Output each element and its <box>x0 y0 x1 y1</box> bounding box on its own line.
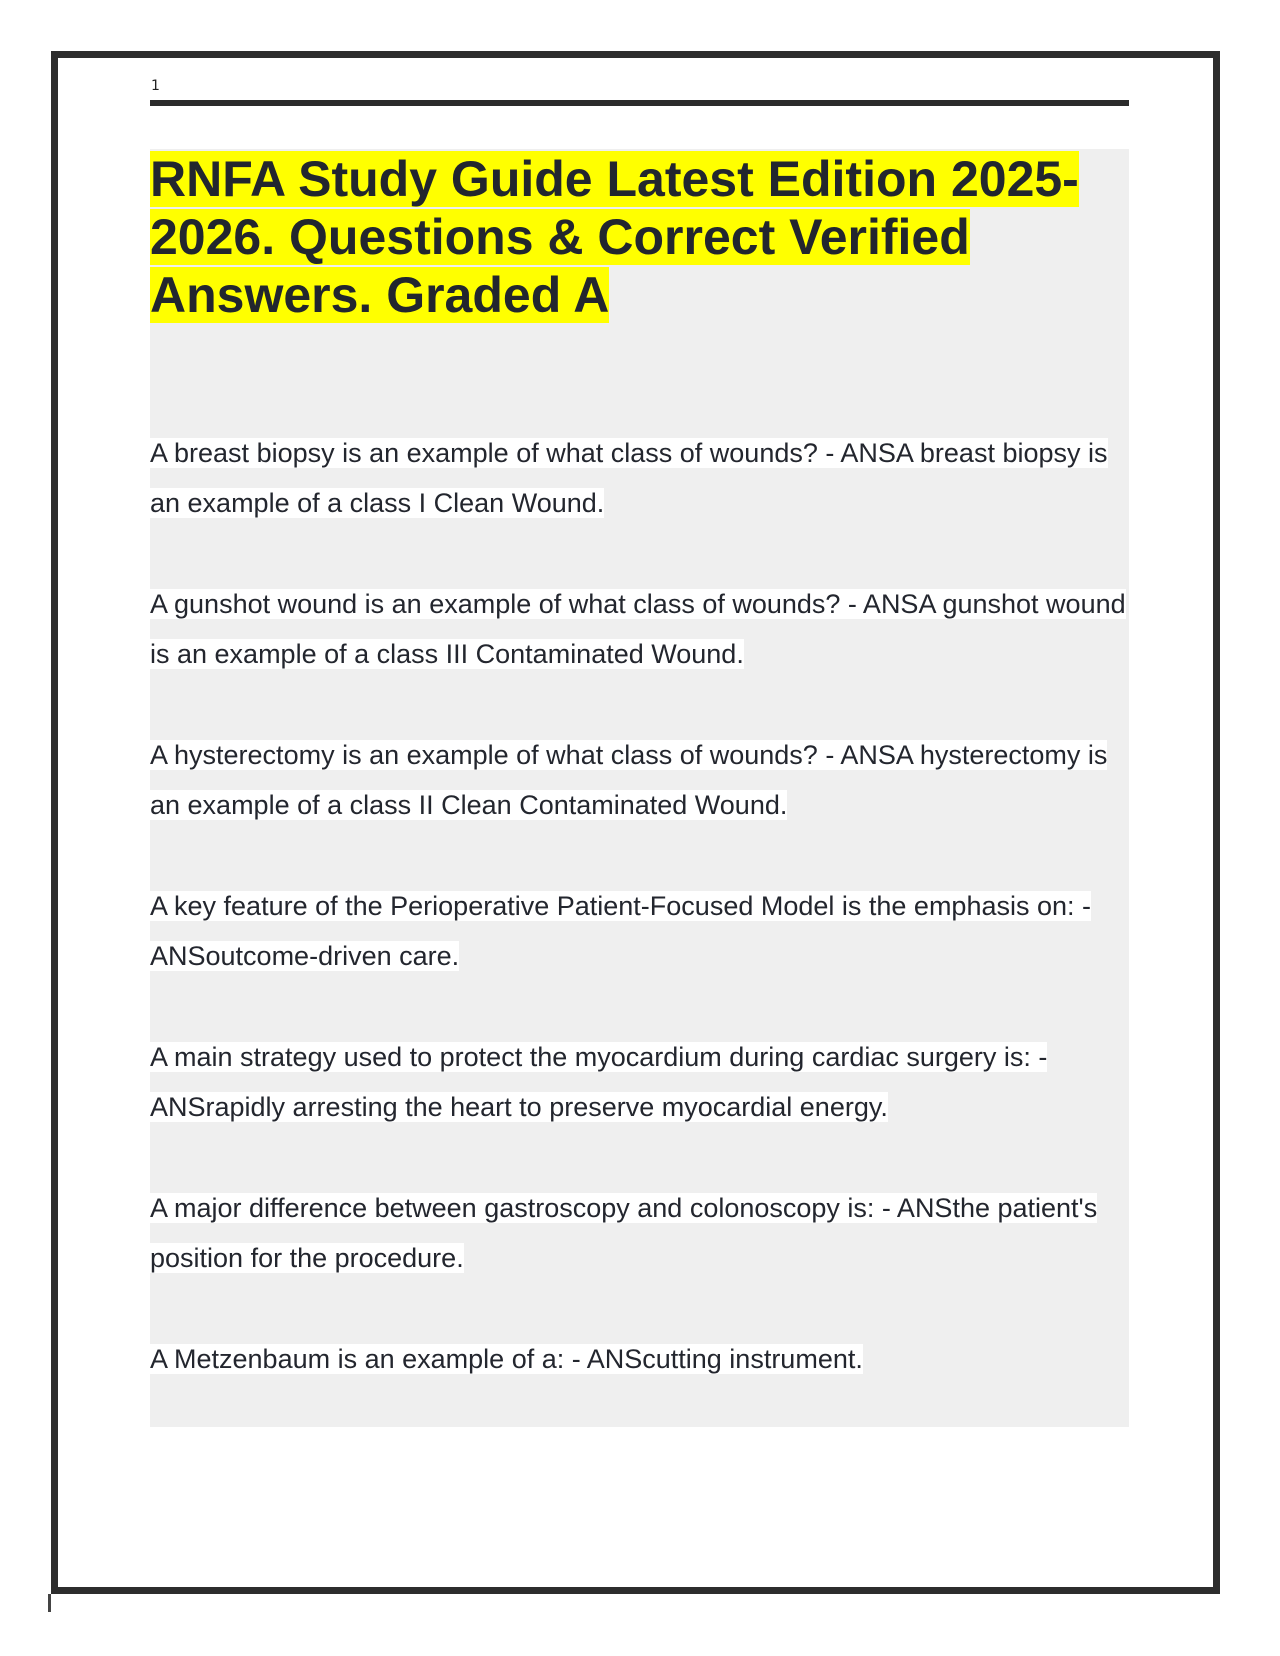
qa-item-text: A Metzenbaum is an example of a: - ANScutting instrument. <box>150 1344 863 1374</box>
qa-item-text: A main strategy used to protect the myocardium during cardiac surgery is: - ANSrapidly arresting the heart to preserve myocardial energy. <box>150 1042 1048 1122</box>
document-title-text: RNFA Study Guide Latest Edition 2025-2026. Questions & Correct Verified Answers. Graded A <box>150 151 1079 323</box>
qa-item-text: A key feature of the Perioperative Patient-Focused Model is the emphasis on: - ANSoutcome-driven care. <box>150 891 1092 971</box>
border-corner-mark <box>48 1594 51 1612</box>
page-number: 1 <box>151 78 160 94</box>
qa-item-text: A hysterectomy is an example of what class of wounds? - ANSA hysterectomy is an example of a class II Clean Contaminated Wound. <box>150 740 1108 820</box>
qa-list <box>150 428 1129 1435</box>
qa-item <box>150 428 1129 528</box>
qa-item-text: A breast biopsy is an example of what class of wounds? - ANSA breast biopsy is an example of a class I Clean Wound. <box>150 438 1108 518</box>
qa-item <box>150 1032 1129 1132</box>
qa-item <box>150 881 1129 981</box>
header-rule <box>150 100 1129 106</box>
qa-item <box>150 730 1129 830</box>
qa-item <box>150 579 1129 679</box>
qa-item <box>150 1183 1129 1283</box>
qa-item <box>150 1334 1129 1384</box>
document-title <box>150 150 1110 324</box>
qa-item-text: A major difference between gastroscopy and colonoscopy is: - ANSthe patient's position for the procedure. <box>150 1193 1098 1273</box>
qa-item-text: A gunshot wound is an example of what class of wounds? - ANSA gunshot wound is an example of a class III Contaminated Wound. <box>150 589 1126 669</box>
